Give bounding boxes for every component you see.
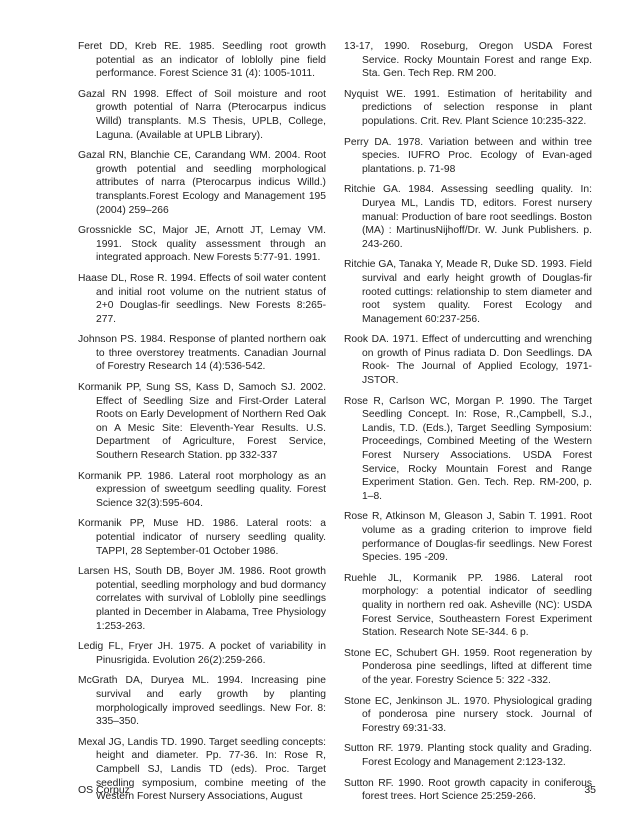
reference-entry: 13-17, 1990. Roseburg, Oregon USDA Forest Service. Rocky Mountain Forest and range Exp. Sta. Gen. Tech Rep. RM 200. [344,41,592,80]
reference-entry: Kormanik PP, Muse HD. 1986. Lateral roots: a potential indicator of nursery seedling quality. TAPPI, 28 September-01 October 1986. [78,518,326,557]
reference-entry: Grossnickle SC, Major JE, Arnott JT, Lemay VM. 1991. Stock quality assessment through an integrated approach. New Forests 5:77-91. 1991. [78,225,326,264]
reference-entry: Sutton RF. 1990. Root growth capacity in coniferous forest trees. Hort Science 25:259-266. [344,777,592,803]
reference-entry: Ledig FL, Fryer JH. 1975. A pocket of variability in Pinusrigida. Evolution 26(2):259-266. [78,641,326,666]
reference-entry: Stone EC, Jenkinson JL. 1970. Physiological grading of ponderosa pine nursery stock. Journal of Forestry 69:31-33. [344,695,592,734]
page-number: 35 [584,784,596,796]
reference-entry: Ruehle JL, Kormanik PP. 1986. Lateral root morphology: a potential indicator of seedling quality in northern red oak. Asheville (NC): USDA Forest Service, Southeastern Forest Experiment Station. Research Note SE-344. 6 p. [344,572,592,639]
reference-entry: Larsen HS, South DB, Boyer JM. 1986. Root growth potential, seedling morphology and bud dormancy correlates with survival of Loblolly pine seedlings planted in December in Alabama, Tree Physiology 1:253-263. [78,566,326,632]
right-column [344,40,592,811]
reference-entry: Johnson PS. 1984. Response of planted northern oak to three overstorey treatments. Canadian Journal of Forestry Research 14 (4):536-542. [78,334,326,373]
reference-entry: Ritchie GA, Tanaka Y, Meade R, Duke SD. 1993. Field survival and early height growth of Douglas-fir rooted cuttings: relationship to stem diameter and root system quality. Forest Ecology and Management 60:237-256. [344,259,592,325]
reference-entry: Rook DA. 1971. Effect of undercutting and wrenching on growth of Pinus radiata D. Don Seedlings. DA Rook- The Journal of Applied Ecology, 1971-JSTOR. [344,334,592,387]
reference-entry: Feret DD, Kreb RE. 1985. Seedling root growth potential as an indicator of loblolly pine field performance. Forest Science 31 (4): 1005-1011. [78,41,326,80]
footer-author: OS Corpuz [78,784,130,796]
reference-entry: Mexal JG, Landis TD. 1990. Target seedling concepts: height and diameter. Pp. 77-36. In: Rose R, Campbell SJ, Landis TD (eds). Proc. Target seedling symposium, combine meeting of the Western Forest Nursery Associations, August [78,736,326,803]
reference-entry: Nyquist WE. 1991. Estimation of heritability and predictions of selection response in plant populations. Crit. Rev. Plant Science 10:235-322. [344,88,592,127]
reference-entry: McGrath DA, Duryea ML. 1994. Increasing pine survival and early growth by planting morphologically improved seedlings. New For. 8: 335–350. [78,675,326,728]
reference-entry: Gazal RN 1998. Effect of Soil moisture and root growth potential of Narra (Pterocarpus indicus Willd) transplants. M.S Thesis, UPLB, College, Laguna. (Available at UPLB Library). [78,88,326,141]
reference-entry: Stone EC, Schubert GH. 1959. Root regeneration by Ponderosa pine seedlings, lifted at different time of the year. Forestry Science 5: 322 -332. [344,647,592,686]
reference-entry: Haase DL, Rose R. 1994. Effects of soil water content and initial root volume on the nutrient status of 2+0 Douglas-fir seedlings. New Forests 8:265-277. [78,272,326,325]
left-column [78,40,326,811]
reference-entry: Rose R, Carlson WC, Morgan P. 1990. The Target Seedling Concept. In: Rose, R.,Campbell, S.J., Landis, T.D. (Eds.), Target Seedling Symposium: Proceedings, Combined Meeting of the Western Forest Nursery Associations. USDA Forest Service, Rocky Mountain Forest and Range Experiment Station. Gen. Tech. Rep. RM-200, p. 1–8. [344,395,592,502]
reference-entry: Gazal RN, Blanchie CE, Carandang WM. 2004. Root growth potential and seedling morphological attributes of narra (Pterocarpus indicus Willd.) transplants.Forest Ecology and Management 195 (2004) 259–266 [78,150,326,216]
reference-entry: Kormanik PP, Sung SS, Kass D, Samoch SJ. 2002. Effect of Seedling Size and First-Order Lateral Roots on Early Development of Northern Red Oak on A Mesic Site: Eleventh-Year Results. U.S. Department of Agriculture, Forest Service, Southern Research Station. pp 332-337 [78,382,326,462]
reference-entry: Ritchie GA. 1984. Assessing seedling quality. In: Duryea ML, Landis TD, editors. Forest nursery manual: Production of bare root seedlings. Boston (MA) : MartinusNijhoff/Dr. W. Junk Publishers. p. 243-260. [344,184,592,250]
reference-entry: Perry DA. 1978. Variation between and within tree species. IUFRO Proc. Ecology of Evan-aged plantations. p. 71-98 [344,136,592,175]
reference-entry: Kormanik PP. 1986. Lateral root morphology as an expression of sweetgum seedling quality. Forest Science 32(3):595-604. [78,470,326,509]
reference-entry: Sutton RF. 1979. Planting stock quality and Grading. Forest Ecology and Management 2:123-132. [344,743,592,768]
reference-entry: Rose R, Atkinson M, Gleason J, Sabin T. 1991. Root volume as a grading criterion to improve field performance of Douglas-fir seedlings. New Forest Species. 195 -209. [344,511,592,564]
